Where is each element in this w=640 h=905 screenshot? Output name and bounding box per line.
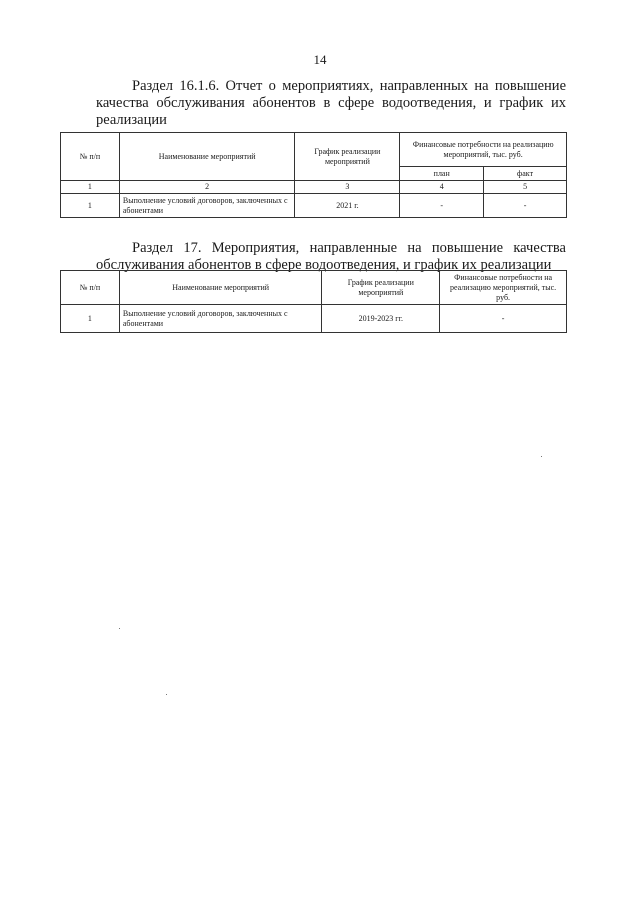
page-number: 14: [313, 52, 327, 67]
index-cell: 3: [295, 181, 400, 194]
row-num: 1: [61, 305, 120, 333]
section-17-heading: Раздел 17. Мероприятия, направленные на повышение качества обслуживания абонентов в сфере водоотведения, и график их реализации: [96, 240, 566, 273]
index-cell: 5: [484, 181, 567, 194]
section-16-heading: Раздел 16.1.6. Отчет о мероприятиях, направленных на повышение качества обслуживания абонентов в сфере водоотведения, и график их реализации: [96, 78, 566, 128]
scan-speck: [119, 628, 120, 629]
col-header-finance: Финансовые потребности на реализацию мероприятий, тыс. руб.: [400, 133, 567, 167]
index-cell: 2: [119, 181, 295, 194]
subheader-fact: факт: [484, 167, 567, 181]
col-header-num: № п/п: [61, 133, 120, 181]
section-16-table: [60, 132, 567, 218]
col-header-name: Наименование мероприятий: [119, 271, 322, 305]
row-schedule: 2021 г.: [295, 194, 400, 218]
table-row: [61, 194, 567, 218]
section-17-table: [60, 270, 567, 333]
row-num: 1: [61, 194, 120, 218]
row-finance: -: [440, 305, 567, 333]
subheader-plan: план: [400, 167, 484, 181]
row-fact: -: [484, 194, 567, 218]
row-schedule: 2019-2023 гг.: [322, 305, 440, 333]
table-row: [61, 305, 567, 333]
row-name: Выполнение условий договоров, заключенных с абонентами: [119, 305, 322, 333]
row-name: Выполнение условий договоров, заключенных с абонентами: [119, 194, 295, 218]
index-row: [61, 181, 567, 194]
scan-speck: [166, 694, 167, 695]
col-header-name: Наименование мероприятий: [119, 133, 295, 181]
row-plan: -: [400, 194, 484, 218]
index-cell: 1: [61, 181, 120, 194]
col-header-finance: Финансовые потребности на реализацию мероприятий, тыс. руб.: [440, 271, 567, 305]
col-header-schedule: График реализации мероприятий: [322, 271, 440, 305]
scan-speck: [541, 456, 542, 457]
index-cell: 4: [400, 181, 484, 194]
col-header-num: № п/п: [61, 271, 120, 305]
col-header-schedule: График реализации мероприятий: [295, 133, 400, 181]
